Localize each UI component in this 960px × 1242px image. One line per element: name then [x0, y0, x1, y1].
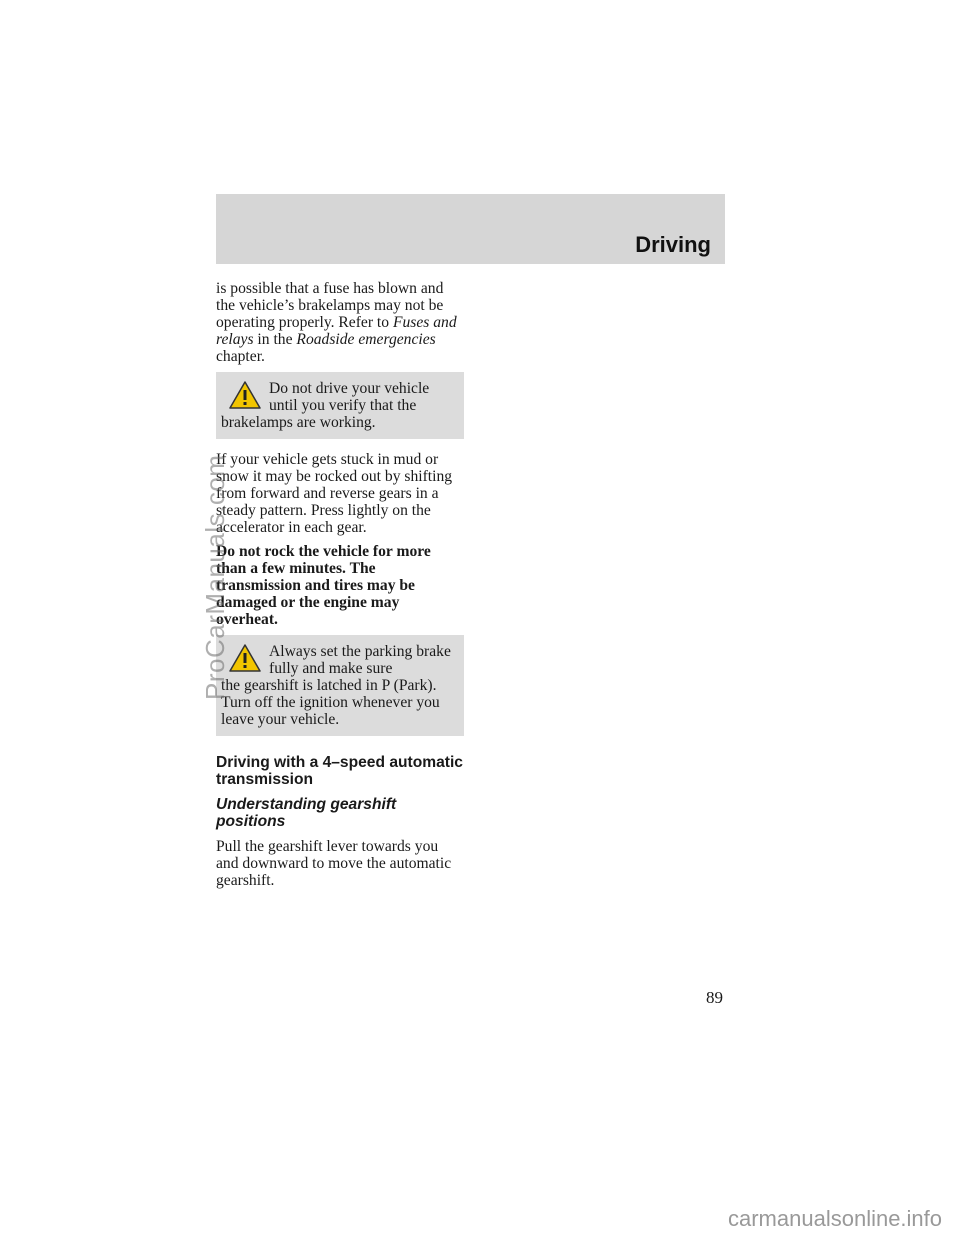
content-column: [216, 280, 464, 896]
paragraph-stuck: If your vehicle gets stuck in mud or snow it may be rocked out by shifting from forward and reverse gears in a steady pattern. Press lightly on the accelerator in each gear.: [216, 451, 453, 536]
section-title: Driving: [635, 232, 711, 257]
header-band: [216, 194, 725, 264]
warning-box-brakelamps: [216, 372, 464, 439]
paragraph-fuse-text-a: is possible that a fuse has blown and the vehicle’s brakelamps may not be operating properly. Refer to: [216, 280, 444, 331]
warning-text-a: Always set the parking brake fully and make sure: [269, 643, 451, 677]
page-number: 89: [706, 988, 723, 1007]
warning-box-parking: [216, 635, 464, 736]
warning-text-a: Do not drive your vehicle until you verify that the: [269, 380, 430, 414]
paragraph-fuse: [216, 280, 464, 365]
warning-triangle-icon: [228, 643, 262, 673]
fuses-and-relays-reference: Fuses and relays: [216, 314, 457, 348]
paragraph-rock-caution: Do not rock the vehicle for more than a few minutes. The transmission and tires may be damaged or the engine may overheat.: [216, 543, 431, 628]
watermark-left: ProCarManuals.com: [200, 454, 230, 700]
warning-triangle-icon: [228, 380, 262, 410]
roadside-emergencies-reference: Roadside emergencies: [296, 331, 436, 348]
warning-text-b: the gearshift is latched in P (Park). Turn off the ignition whenever you leave your vehicle.: [221, 677, 440, 728]
warning-text-b: brakelamps are working.: [221, 414, 376, 431]
watermark-bottom: carmanualsonline.info: [728, 1206, 943, 1231]
paragraph-fuse-text-b: in the: [253, 331, 297, 348]
heading-4-speed-transmission: Driving with a 4–speed automatic transmission: [216, 754, 463, 788]
subheading-gearshift-positions: Understanding gearshift positions: [216, 796, 397, 830]
paragraph-gearshift: Pull the gearshift lever towards you and downward to move the automatic gearshift.: [216, 838, 452, 889]
paragraph-fuse-text-c: chapter.: [216, 348, 265, 365]
